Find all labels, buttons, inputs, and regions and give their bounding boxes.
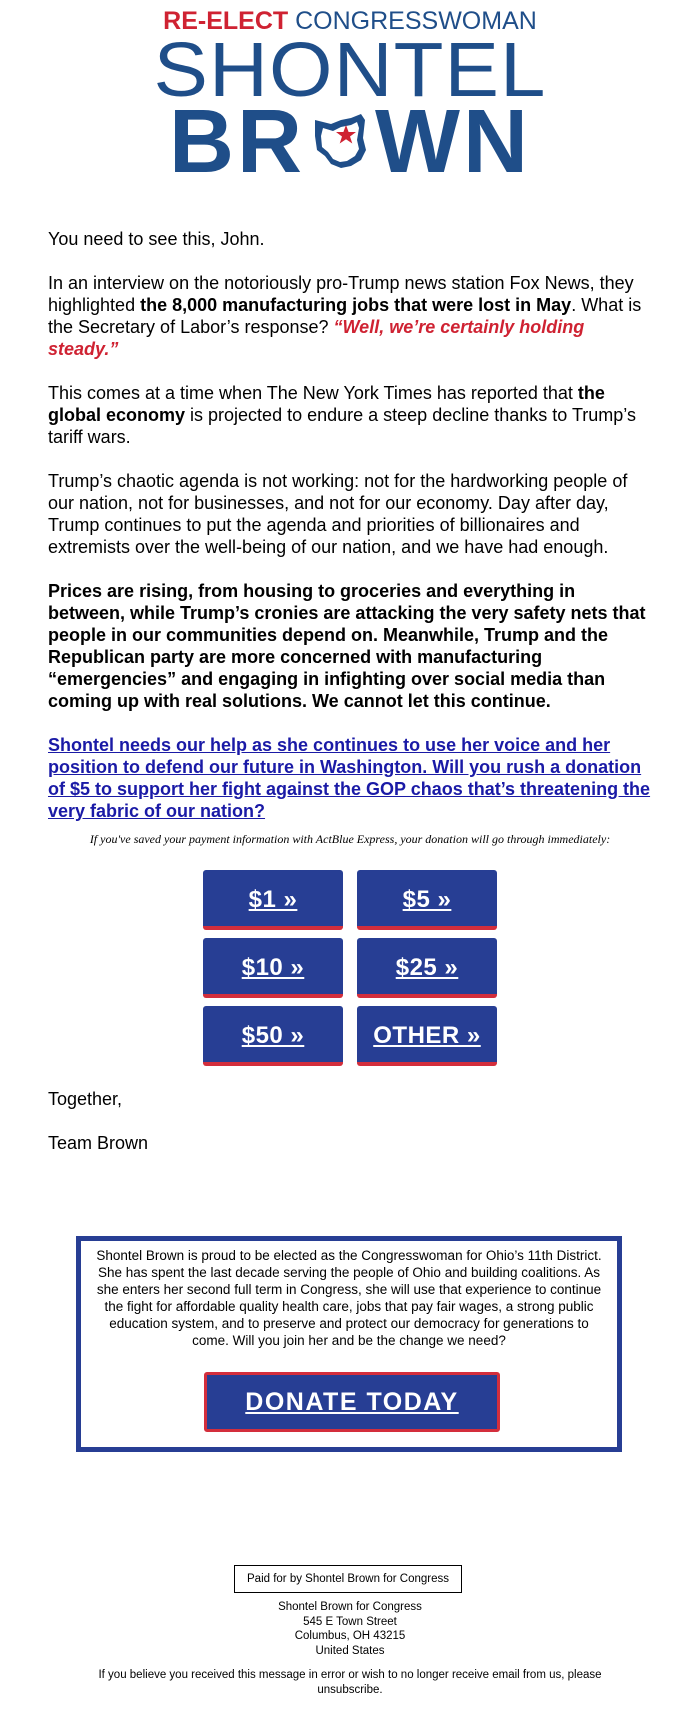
actblue-express-note: If you've saved your payment information with ActBlue Express, your donation will go through immediately:: [89, 832, 611, 846]
mailing-address: [0, 1600, 700, 1658]
address-org: Shontel Brown for Congress: [278, 1601, 422, 1613]
sign-off: [48, 1088, 148, 1176]
donate-1-button[interactable]: $1 »: [203, 870, 343, 930]
paragraph-fox-news: In an interview on the notoriously pro-Trump news station Fox News, they highlighted the 8,000 manufacturing jobs that were lost in May. What is the Secretary of Labor’s response? “Well, we’re certainly holding steady.”: [48, 273, 642, 359]
unsubscribe-notice[interactable]: If you believe you received this message in error or wish to no longer receive email from us, please unsubscribe.: [98, 1669, 602, 1696]
signature: Team Brown: [48, 1133, 149, 1153]
donation-appeal-link[interactable]: Shontel needs our help as she continues to use her voice and her position to defend our future in Washington. Will you rush a donation of $5 to support her fight against the GOP chaos that’s threatening the very fabric of our nation?: [48, 735, 651, 821]
logo-first-name: SHONTEL: [153, 27, 547, 113]
paid-for-disclaimer: Paid for by Shontel Brown for Congress: [234, 1565, 462, 1593]
paragraph-agenda: Trump’s chaotic agenda is not working: not for the hardworking people of our nation, not for businesses, and not for our economy. Day after day, Trump continues to put the agenda and priorities of billionaires and extremists over the well-being of our nation, and we have had enough.: [48, 471, 628, 557]
logo-title: CONGRESSWOMAN: [295, 7, 537, 35]
logo-last-name: [169, 92, 531, 192]
donate-other-button[interactable]: OTHER »: [357, 1006, 497, 1066]
bio-box: [76, 1236, 622, 1452]
greeting: You need to see this, John.: [48, 229, 265, 249]
paragraph-nyt: This comes at a time when The New York Times has reported that the global economy is projected to endure a steep decline thanks to Trump’s tariff wars.: [48, 383, 636, 447]
paragraph-prices: Prices are rising, from housing to groceries and everything in between, while Trump’s cronies are attacking the very safety nets that people in our communities depend on. Meanwhile, Trump and the Republican party are more concerned with manufacturing “emergencies” and engaging in infighting over social media than coming up with real solutions. We cannot let this continue.: [48, 581, 646, 711]
logo-last-name-part1: BR: [169, 92, 306, 192]
signoff-line: Together,: [48, 1089, 123, 1109]
labor-secretary-quote: “Well, we’re certainly holding steady.”: [48, 317, 585, 359]
email-body: [48, 228, 654, 822]
donate-5-button[interactable]: $5 »: [357, 870, 497, 930]
bio-text: Shontel Brown is proud to be elected as the Congresswoman for Ohio’s 11th District. She has spent the last decade serving the people of Ohio and building coalitions. As she enters her second full term in Congress, she will use that experience to continue the fight for affordable quality health care, jobs that pay fair wages, a strong public education system, and to preserve and protect our democracy for generations to come. Will you join her and be the change we need?: [96, 1248, 602, 1348]
address-country: United States: [315, 1644, 385, 1657]
donate-10-button[interactable]: $10 »: [203, 938, 343, 998]
donate-50-button[interactable]: $50 »: [203, 1006, 343, 1066]
address-city: Columbus, OH 43215: [294, 1630, 406, 1642]
logo-reelect: RE-ELECT: [163, 7, 289, 35]
ohio-state-star-icon: [305, 106, 375, 176]
logo-last-name-part2: WN: [375, 92, 531, 192]
donate-today-button[interactable]: DONATE TODAY: [204, 1372, 500, 1432]
donate-25-button[interactable]: $25 »: [357, 938, 497, 998]
campaign-logo: [0, 6, 700, 192]
address-street: 545 E Town Street: [303, 1615, 397, 1628]
